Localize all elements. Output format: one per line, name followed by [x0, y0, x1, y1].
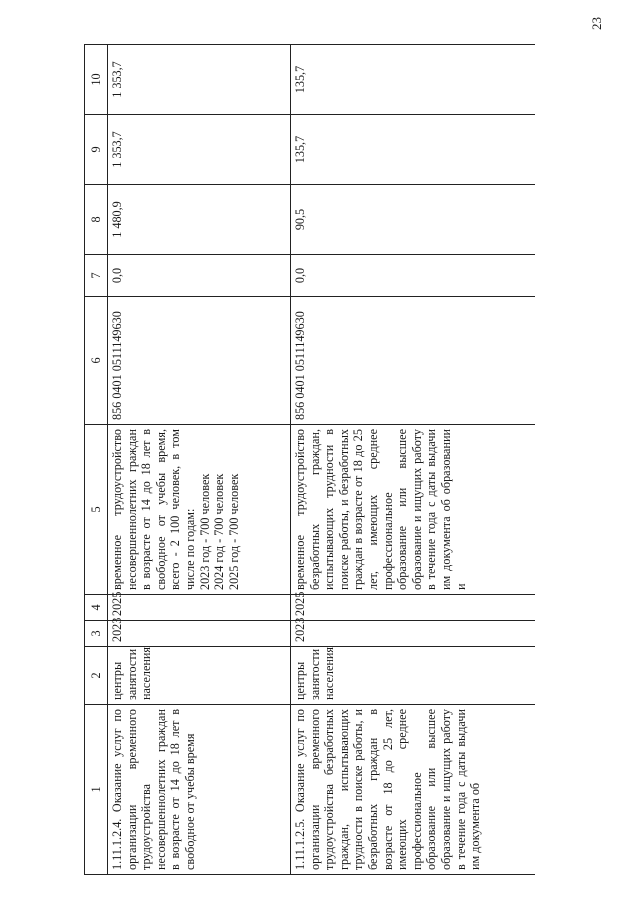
- value-col9: 1 353,7: [108, 115, 291, 185]
- header-cell: 5: [85, 425, 108, 595]
- result-years: [198, 429, 242, 590]
- page-number: 23: [589, 17, 604, 30]
- header-cell: 6: [85, 297, 108, 425]
- value-col8: 1 480,9: [108, 185, 291, 255]
- value-col10: 1 353,7: [108, 45, 291, 115]
- header-cell: 1: [85, 705, 108, 875]
- header-cell: 7: [85, 255, 108, 297]
- header-cell: 3: [85, 621, 108, 647]
- header-cell: 4: [85, 595, 108, 621]
- executor: центры занятости населения: [291, 647, 536, 705]
- value-col10: 135,7: [291, 45, 536, 115]
- measure-name: 1.11.1.2.4. Оказание услуг по организации временного трудоустройства несовершеннолетних граждан в возрасте от 14 до 18 лет в свободное от учебы время: [108, 705, 291, 875]
- header-cell: 2: [85, 647, 108, 705]
- table-row: [108, 45, 291, 875]
- start-year: 2023: [108, 621, 291, 647]
- year-line: 2023 год - 700 человек: [197, 473, 212, 590]
- expected-result: временное трудоустройство безработных граждан, испытывающих трудности в поиске работы, и безработных граждан в возрасте от 18 до 25 лет, имеющих среднее профессиональное образование или высшее образование и ищущих работу в течение года с даты выдачи им документа об образовании и: [291, 425, 536, 595]
- header-cell: 9: [85, 115, 108, 185]
- end-year: 2025: [291, 595, 536, 621]
- year-line: 2025 год - 700 человек: [226, 473, 241, 590]
- start-year: 2023: [291, 621, 536, 647]
- value-col8: 90,5: [291, 185, 536, 255]
- header-cell: 10: [85, 45, 108, 115]
- rotated-table-wrapper: [84, 45, 554, 875]
- value-col9: 135,7: [291, 115, 536, 185]
- measure-name: 1.11.1.2.5. Оказание услуг по организации временного трудоустройства безработных граждан, испытывающих трудности в поиске работы, и безработных граждан в возрасте от 18 до 25 лет, имеющих среднее профессиональное образование или высшее образование и ищущих работу в течение года с даты выдачи им документа об: [291, 705, 536, 875]
- result-text: временное трудоустройство несовершеннолетних граждан в возрасте от 14 до 18 лет в свободное от учебы время, всего - 2 100 человек, в том числе по годам:: [110, 429, 197, 590]
- budget-code: 856 0401 0511149630: [108, 297, 291, 425]
- header-row: [85, 45, 108, 875]
- budget-table: [84, 44, 535, 875]
- value-col7: 0,0: [108, 255, 291, 297]
- year-line: 2024 год - 700 человек: [212, 473, 227, 590]
- budget-code: 856 0401 0511149630: [291, 297, 536, 425]
- header-cell: 8: [85, 185, 108, 255]
- value-col7: 0,0: [291, 255, 536, 297]
- executor: центры занятости населения: [108, 647, 291, 705]
- table-row: [291, 45, 536, 875]
- end-year: 2025: [108, 595, 291, 621]
- expected-result: [108, 425, 291, 595]
